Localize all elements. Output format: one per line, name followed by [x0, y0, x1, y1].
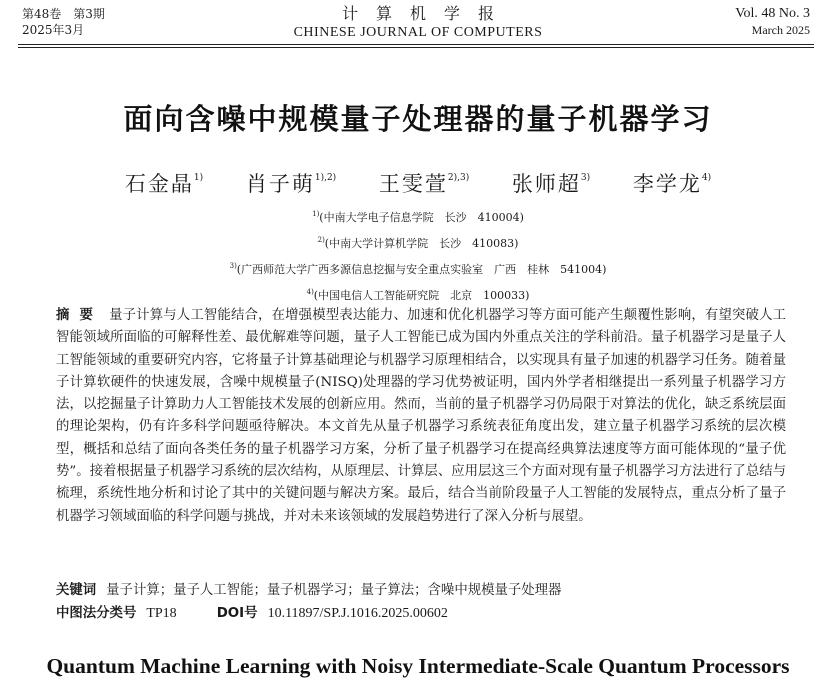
affiliation-mark: 2) — [317, 236, 325, 244]
author — [512, 172, 590, 196]
journal-name-cn: 计算机学报 — [341, 4, 512, 23]
author-affiliation-mark: 4) — [701, 173, 712, 183]
date-en: March 2025 — [751, 23, 810, 37]
affiliation — [0, 281, 836, 307]
author-name: 李学龙 — [632, 172, 702, 196]
author-name: 肖子萌 — [245, 172, 315, 196]
paper-title: 面向含噪中规模量子处理器的量子机器学习 — [123, 102, 713, 136]
abstract-label: 摘要 — [56, 308, 104, 323]
header-center — [0, 4, 836, 42]
journal-header — [0, 4, 836, 44]
author-name: 张师超 — [511, 172, 581, 196]
abstract-text: 量子计算与人工智能结合，在增强模型表达能力、加速和优化机器学习等方面可能产生颠覆性影响，有望突破人工智能领域所面临的可解释性差、最优解难等问题，量子人工智能已成为国内外重点关注的学科前沿。量子机器学习是量子人工智能领域的重要研究内容，它将量子计算基础理论与机器学习原理相结合，以实现具有量子加速的机器学习任务。随着量子计算软硬件的快速发展，含噪中规模量子(NISQ)处理器的学习优势被证明，国内外学者相继提出一系列量子机器学习方法，以挖掘量子计算助力人工智能技术发展的创新应用。然而，当前的量子机器学习仍局限于对算法的优化，缺乏系统层面的理论架构，仍有许多科学问题亟待解决。本文首先从量子机器学习系统表征角度出发，建立量子机器学习系统的层次模型，概括和总结了面向各类任务的量子机器学习方案，分析了量子机器学习在提高经典算法速度等方面可能体现的“量子优势”。接着根据量子机器学习系统的层次结构，从原理层、计算层、应用层这三个方面对现有量子机器学习方法进行了总结与梳理，系统性地分析和讨论了其中的关键问题与解决方案。最后，结合当前阶段量子人工智能的发展特点，重点分析了量子机器学习领域面临的科学问题与挑战，并对未来该领域的发展趋势进行了深入分析与展望。 — [56, 308, 787, 524]
author-affiliation-mark: 1) — [193, 173, 204, 183]
keywords-text: 量子计算；量子人工智能；量子机器学习；量子算法；含噪中规模量子处理器 — [106, 583, 562, 598]
author — [125, 172, 203, 196]
author-affiliation-mark: 3) — [580, 173, 591, 183]
author — [633, 172, 711, 196]
affiliation-mark: 3) — [229, 262, 237, 270]
volume-issue-en: Vol. 48 No. 3 — [735, 6, 810, 21]
doi-label: DOI号 — [216, 606, 258, 621]
journal-name-en: CHINESE JOURNAL OF COMPUTERS — [293, 25, 543, 40]
doi-value: 10.11897/SP.J.1016.2025.00602 — [267, 606, 448, 621]
header-rule-bottom — [18, 47, 814, 48]
header-rule-top — [18, 44, 814, 45]
affiliation — [0, 255, 836, 281]
affiliation-text: (广西师范大学广西多源信息挖掘与安全重点实验室 广西 桂林 541004) — [236, 263, 607, 276]
keywords — [56, 581, 786, 601]
affiliation-mark: 1) — [312, 210, 320, 218]
affiliation-text: (中南大学电子信息学院 长沙 410004) — [319, 211, 524, 224]
author-affiliation-mark: 2),3) — [447, 173, 470, 183]
classification-line — [56, 604, 786, 624]
author-affiliation-mark: 1),2) — [314, 173, 337, 183]
affiliation-mark: 4) — [306, 288, 314, 296]
keywords-label: 关键词 — [56, 583, 97, 598]
author-list — [0, 168, 836, 198]
english-title: Quantum Machine Learning with Noisy Intermediate-Scale Quantum Processors — [46, 654, 790, 678]
affiliation-list — [0, 203, 836, 307]
clc-label: 中图法分类号 — [56, 606, 137, 621]
abstract — [56, 305, 786, 528]
affiliation-text: (中南大学计算机学院 长沙 410083) — [324, 237, 519, 250]
author — [246, 172, 336, 196]
affiliation — [0, 229, 836, 255]
date-cn: 2025年3月 — [22, 23, 85, 37]
author — [379, 172, 469, 196]
affiliation-text: (中国电信人工智能研究院 北京 100033) — [313, 289, 530, 302]
author-name: 石金晶 — [124, 172, 194, 196]
affiliation — [0, 203, 836, 229]
clc-value: TP18 — [146, 606, 177, 621]
volume-issue-cn: 第48卷 第3期 — [22, 7, 105, 21]
header-right — [735, 6, 810, 38]
author-name: 王雯萱 — [378, 172, 448, 196]
